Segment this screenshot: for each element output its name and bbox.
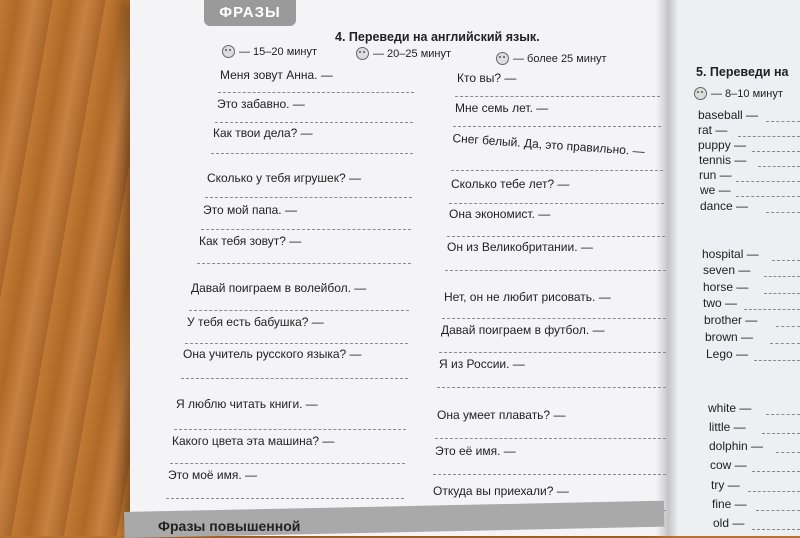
phrase-item: Какого цвета эта машина? — bbox=[172, 434, 335, 448]
word-item: Lego — bbox=[706, 347, 749, 361]
phrase-item: Это мой папа. — bbox=[203, 203, 297, 217]
answer-line[interactable] bbox=[752, 151, 800, 152]
word-item: brown — bbox=[705, 330, 754, 344]
phrase-item: Сколько у тебя игрушек? — bbox=[207, 171, 361, 185]
phrase-item: Мне семь лет. — bbox=[455, 101, 549, 115]
phrase-item: Нет, он не любит рисовать. — bbox=[444, 290, 611, 304]
phrase-item: Сколько тебе лет? — bbox=[451, 177, 570, 191]
word-item: two — bbox=[703, 296, 738, 310]
legend-item-2 bbox=[356, 47, 451, 60]
answer-line[interactable] bbox=[437, 387, 666, 388]
phrase-item: Давай поиграем в волейбол. — bbox=[191, 281, 367, 295]
word-item: tennis — bbox=[699, 153, 747, 167]
answer-line[interactable] bbox=[736, 181, 800, 182]
answer-line[interactable] bbox=[752, 471, 800, 472]
answer-line[interactable] bbox=[433, 474, 666, 475]
answer-line[interactable] bbox=[776, 326, 800, 327]
answer-line[interactable] bbox=[197, 263, 411, 264]
legend-item-3 bbox=[496, 52, 607, 65]
phrase-item: Откуда вы приехали? — bbox=[433, 484, 569, 498]
answer-line[interactable] bbox=[442, 318, 666, 319]
word-item: try — bbox=[711, 478, 740, 492]
answer-line[interactable] bbox=[762, 433, 800, 434]
answer-line[interactable] bbox=[756, 510, 800, 511]
answer-line[interactable] bbox=[754, 360, 800, 361]
bottom-section-heading: Фразы повышенной bbox=[158, 518, 301, 534]
phrase-item: Кто вы? — bbox=[457, 71, 517, 85]
answer-line[interactable] bbox=[766, 212, 800, 213]
phrase-item: У тебя есть бабушка? — bbox=[187, 315, 324, 329]
word-item: dolphin — bbox=[709, 439, 764, 453]
legend-text: — 20–25 минут bbox=[373, 47, 452, 60]
left-page bbox=[130, 0, 666, 536]
word-item: old — bbox=[713, 516, 745, 530]
phrase-item: Она учитель русского языка? — bbox=[183, 347, 362, 361]
phrase-item: Это её имя. — bbox=[435, 444, 516, 458]
answer-line[interactable] bbox=[170, 463, 405, 464]
legend-item-1 bbox=[222, 45, 317, 58]
answer-line[interactable] bbox=[738, 136, 800, 137]
answer-line[interactable] bbox=[447, 236, 665, 237]
answer-line[interactable] bbox=[435, 438, 666, 439]
word-item: baseball — bbox=[698, 108, 759, 122]
answer-line[interactable] bbox=[764, 276, 800, 277]
word-item: puppy — bbox=[698, 138, 747, 152]
legend-text: — более 25 минут bbox=[513, 52, 607, 65]
word-item: we — bbox=[700, 183, 731, 197]
answer-line[interactable] bbox=[215, 122, 413, 123]
answer-line[interactable] bbox=[736, 196, 800, 197]
word-item: little — bbox=[709, 420, 746, 434]
answer-line[interactable] bbox=[752, 529, 800, 530]
phrase-item: Я из России. — bbox=[439, 357, 525, 371]
word-item: seven — bbox=[703, 263, 751, 277]
answer-line[interactable] bbox=[748, 491, 800, 492]
phrase-item: Она экономист. — bbox=[449, 207, 551, 221]
phrase-item: Он из Великобритании. — bbox=[447, 240, 593, 254]
phrase-item: Как тебя зовут? — bbox=[199, 234, 302, 248]
phrase-item: Меня зовут Анна. — bbox=[220, 68, 333, 82]
answer-line[interactable] bbox=[174, 429, 406, 430]
answer-line[interactable] bbox=[764, 293, 800, 294]
answer-line[interactable] bbox=[201, 229, 411, 230]
exercise-5-title: 5. Переведи на bbox=[696, 65, 789, 79]
neutral-face-icon bbox=[356, 47, 369, 60]
phrase-item: Снег белый. Да, это правильно. — bbox=[452, 131, 646, 159]
answer-line[interactable] bbox=[218, 92, 414, 93]
phrase-item: Это моё имя. — bbox=[168, 468, 258, 482]
answer-line[interactable] bbox=[766, 121, 800, 122]
answer-line[interactable] bbox=[772, 260, 800, 261]
word-item: brother — bbox=[704, 313, 758, 327]
answer-line[interactable] bbox=[449, 203, 664, 204]
answer-line[interactable] bbox=[776, 452, 800, 453]
smiley-face-icon bbox=[694, 87, 707, 100]
word-item: dance — bbox=[700, 199, 749, 213]
legend-item-ex5 bbox=[694, 87, 783, 100]
word-item: fine — bbox=[712, 497, 747, 511]
answer-line[interactable] bbox=[451, 170, 663, 171]
phrase-item: Давай поиграем в футбол. — bbox=[441, 323, 605, 337]
answer-line[interactable] bbox=[445, 270, 666, 271]
answer-line[interactable] bbox=[453, 126, 661, 127]
answer-line[interactable] bbox=[166, 498, 404, 499]
answer-line[interactable] bbox=[766, 414, 800, 415]
legend-text: — 15–20 минут bbox=[239, 45, 318, 58]
word-item: cow — bbox=[710, 458, 747, 472]
answer-line[interactable] bbox=[439, 352, 666, 353]
exercise-4-title: 4. Переведи на английский язык. bbox=[335, 30, 540, 44]
phrase-item: Она умеет плавать? — bbox=[437, 408, 566, 422]
answer-line[interactable] bbox=[455, 96, 660, 97]
phrase-item: Это забавно. — bbox=[217, 97, 305, 111]
answer-line[interactable] bbox=[770, 343, 800, 344]
word-item: rat — bbox=[698, 123, 728, 137]
sad-face-icon bbox=[496, 52, 509, 65]
answer-line[interactable] bbox=[205, 197, 412, 198]
phrase-item: Я люблю читать книги. — bbox=[176, 397, 318, 411]
answer-line[interactable] bbox=[181, 378, 408, 379]
smiley-face-icon bbox=[222, 45, 235, 58]
phrase-item: Как твои дела? — bbox=[213, 126, 313, 140]
word-item: hospital — bbox=[702, 247, 759, 261]
book-gutter bbox=[656, 0, 678, 536]
word-item: horse — bbox=[703, 280, 749, 294]
answer-line[interactable] bbox=[758, 166, 800, 167]
section-tab: ФРАЗЫ bbox=[204, 0, 296, 26]
word-item: run — bbox=[699, 168, 732, 182]
answer-line[interactable] bbox=[744, 309, 800, 310]
word-item: white — bbox=[708, 401, 752, 415]
answer-line[interactable] bbox=[185, 343, 408, 344]
answer-line[interactable] bbox=[189, 310, 409, 311]
legend-text: — 8–10 минут bbox=[711, 87, 783, 100]
answer-line[interactable] bbox=[211, 153, 413, 154]
